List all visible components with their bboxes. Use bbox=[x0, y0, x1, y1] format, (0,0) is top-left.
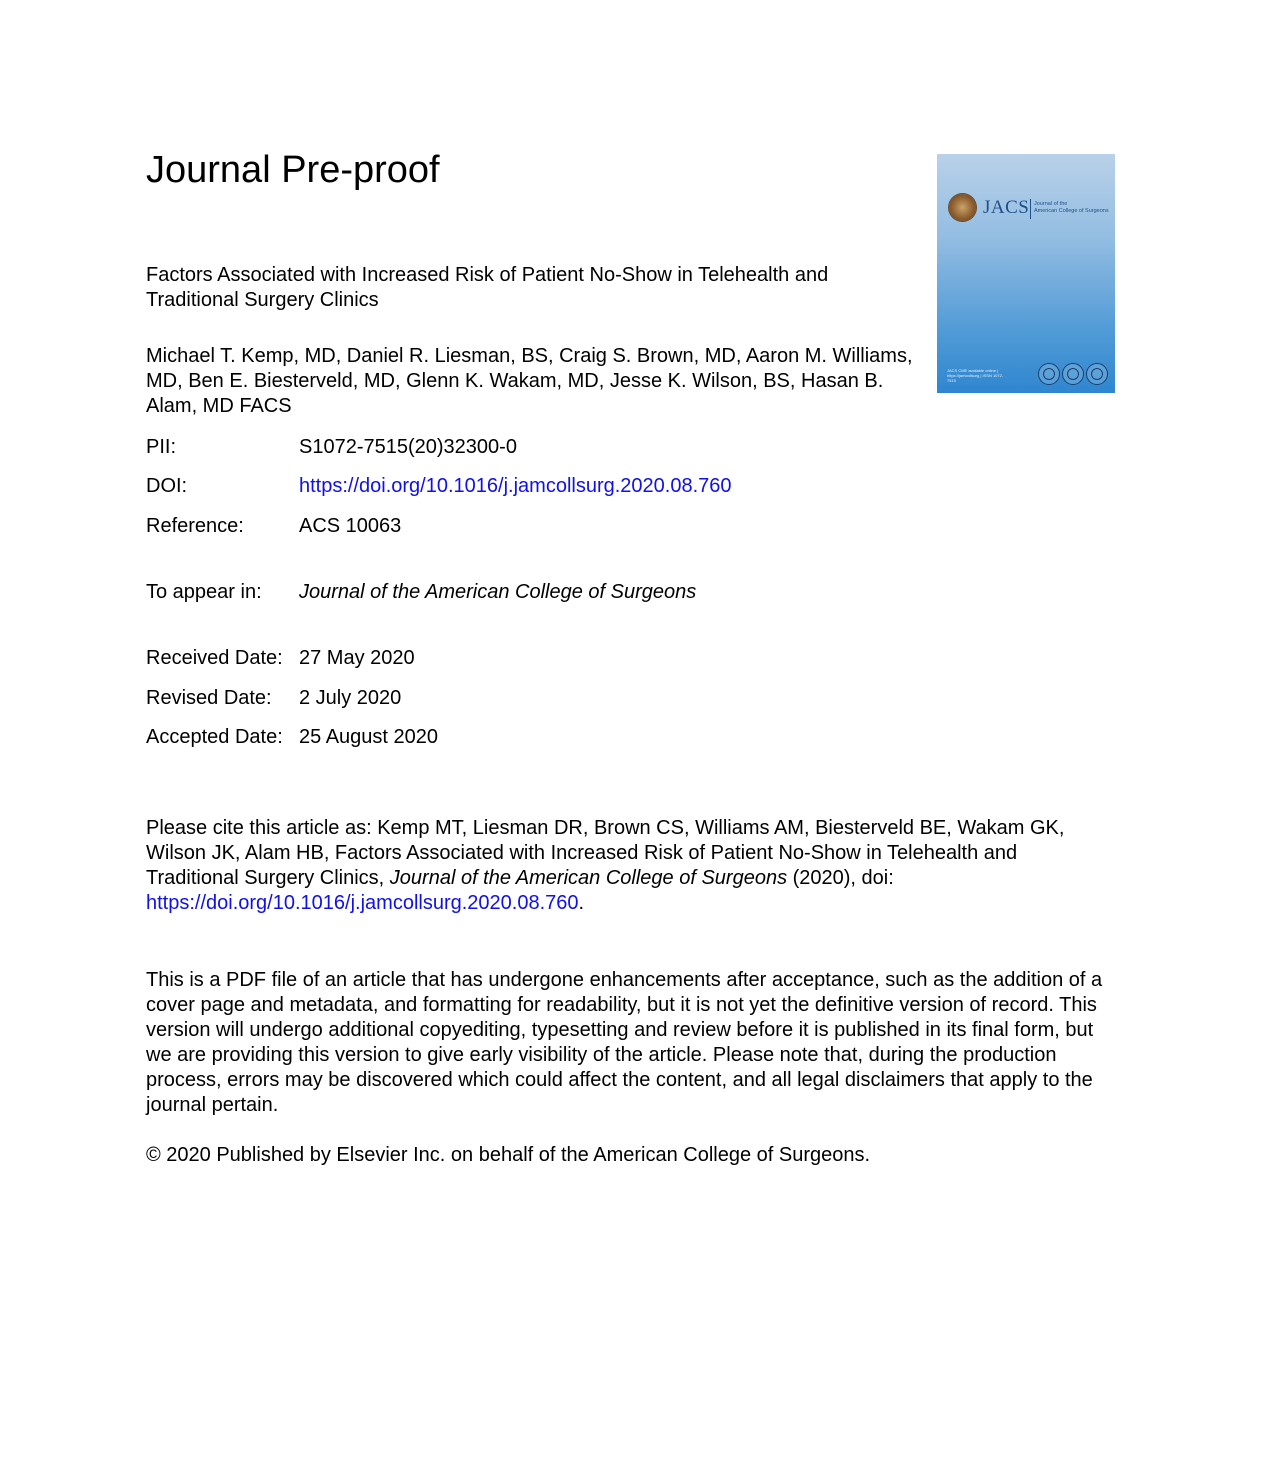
cover-small-text: JACS CME available online | https://jamcollsurg | ISSN 1072-7515 bbox=[947, 368, 1004, 383]
received-date-label: Received Date: bbox=[146, 647, 283, 669]
seal-badge-icon bbox=[1062, 363, 1084, 385]
citation-suffix: . bbox=[578, 892, 585, 914]
citation-middle: (2020), doi: bbox=[787, 867, 894, 889]
copyright-notice: © 2020 Published by Elsevier Inc. on behalf of the American College of Surgeons. bbox=[146, 1144, 871, 1166]
pii-value: S1072-7515(20)32300-0 bbox=[299, 436, 517, 458]
journal-pre-proof-heading: Journal Pre-proof bbox=[146, 149, 440, 191]
appear-in-label: To appear in: bbox=[146, 581, 262, 603]
cover-subtitle-line2: American College of Surgeons bbox=[1034, 208, 1109, 214]
doi-label: DOI: bbox=[146, 475, 188, 497]
accepted-date-value: 25 August 2020 bbox=[299, 726, 439, 748]
seal-badge-icon bbox=[1038, 363, 1060, 385]
reference-value: ACS 10063 bbox=[299, 515, 402, 537]
citation-prefix: Please cite this article as: Kemp MT, Liesman DR, Brown CS, Williams AM, Biesterveld BE, Wakam GK, Wilson JK, Alam HB, Factors Associated with Increased Risk of Patient No-Show in Telehealth and Traditional Surgery Clinics, bbox=[146, 817, 1065, 889]
cover-subtitle bbox=[1034, 201, 1112, 215]
college-seal-icon bbox=[949, 194, 976, 221]
reference-label: Reference: bbox=[146, 515, 244, 537]
disclaimer-paragraph: This is a PDF file of an article that has undergone enhancements after acceptance, such as the addition of a cover page and metadata, and formatting for readability, but it is not yet the definitive version of record. This version will undergo additional copyediting, typesetting and review before it is published in its final form, but we are providing this version to give early visibility of the article. Please note that, during the production process, errors may be discovered which could affect the content, and all legal disclaimers that apply to the journal pertain. bbox=[146, 969, 1103, 1116]
citation-journal: Journal of the American College of Surgeons bbox=[389, 867, 788, 889]
appear-in-value: Journal of the American College of Surgeons bbox=[299, 581, 697, 603]
accepted-date-label: Accepted Date: bbox=[146, 726, 283, 748]
citation-paragraph bbox=[146, 816, 1076, 916]
citation-doi-link[interactable]: https://doi.org/10.1016/j.jamcollsurg.2020.08.760 bbox=[146, 892, 579, 914]
pii-label: PII: bbox=[146, 436, 177, 458]
cover-divider bbox=[1030, 199, 1031, 219]
cover-logo: JACS bbox=[983, 197, 1030, 218]
journal-cover-image bbox=[937, 154, 1115, 393]
cover-subtitle-line1: Journal of the bbox=[1034, 201, 1068, 207]
revised-date-value: 2 July 2020 bbox=[299, 687, 402, 709]
doi-link[interactable]: https://doi.org/10.1016/j.jamcollsurg.2020.08.760 bbox=[299, 475, 732, 497]
received-date-value: 27 May 2020 bbox=[299, 647, 415, 669]
revised-date-label: Revised Date: bbox=[146, 687, 272, 709]
seal-badge-icon bbox=[1086, 363, 1108, 385]
article-title: Factors Associated with Increased Risk of Patient No-Show in Telehealth and Traditional Surgery Clinics bbox=[146, 264, 829, 311]
article-authors: Michael T. Kemp, MD, Daniel R. Liesman, BS, Craig S. Brown, MD, Aaron M. Williams, MD, Ben E. Biesterveld, MD, Glenn K. Wakam, MD, Jesse K. Wilson, BS, Hasan B. Alam, MD FACS bbox=[146, 345, 913, 417]
